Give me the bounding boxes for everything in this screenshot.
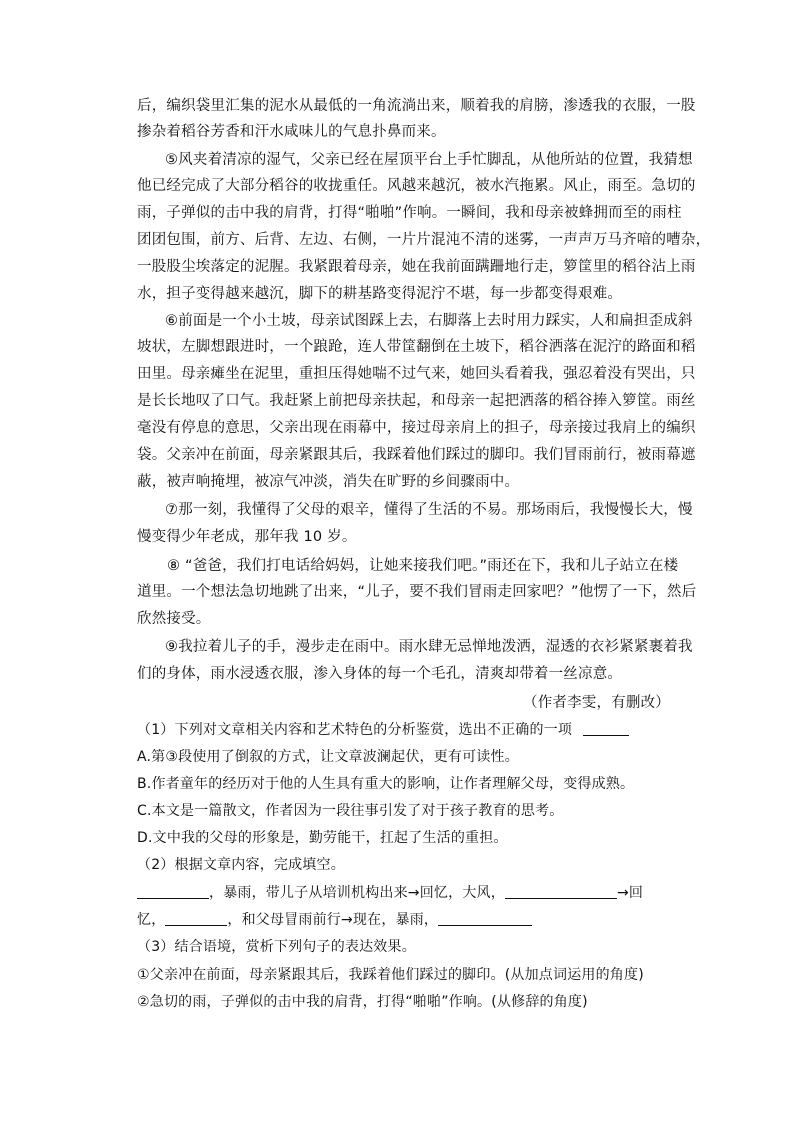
option-c: C.本文是一篇散文，作者因为一段往事引发了对于孩子教育的思考。 [137, 803, 564, 819]
answer-blank [438, 911, 532, 926]
passage-line: 掺杂着稻谷芳香和汗水咸味儿的气息扑鼻而来。 [137, 124, 446, 140]
passage-line: 慢变得少年老成，那年我 10 岁。 [137, 529, 357, 545]
paragraph-7-start: ⑦那一刻，我懂得了父母的艰辛，懂得了生活的不易。那场雨后，我慢慢长大，慢 [165, 502, 693, 518]
passage-line: 团团包围，前方、后背、左边、右侧，一片片混沌不清的迷雾，一声声万马齐喑的嘈杂， [137, 232, 711, 248]
passage-line: 们的身体，雨水浸透衣服，渗入身体的每一个毛孔，清爽却带着一丝凉意。 [137, 666, 623, 682]
passage-line: 一股股尘埃落定的泥腥。我紧跟着母亲，她在我前面蹒跚地行走，箩筐里的稻谷沾上雨 [137, 259, 696, 275]
author-note: （作者李雯，有删改） [523, 695, 670, 711]
passage-line: 欣然接受。 [137, 611, 211, 627]
answer-blank [583, 721, 629, 736]
passage-line: 他已经完成了大部分稻谷的收拢重任。风越来越沉，被水汽拖累。风止，雨至。急切的 [137, 178, 696, 194]
passage-line: 袋。父亲冲在前面，母亲紧跟其后，我踩着他们踩过的脚印。我们冒雨前行，被雨幕遮 [137, 447, 696, 463]
question-1-stem: （1）下列对文章相关内容和艺术特色的分析鉴赏，选出不正确的一项 [137, 720, 677, 740]
fill-line-2: 忆， ，和父母冒雨前行→现在，暴雨， [137, 910, 677, 930]
passage-line: 水，担子变得越来越沉，脚下的耕基路变得泥泞不堪，每一步都变得艰难。 [137, 286, 623, 302]
passage-line: 蔽，被声响掩埋，被凉气冲淡，消失在旷野的乡间骤雨中。 [137, 474, 520, 490]
question-3-item-1: ①父亲冲在前面，母亲紧跟其后，我踩着他们踩过的脚印。(从加点词运用的角度) [137, 967, 644, 983]
option-d: D.文中我的父母的形象是，勤劳能干，扛起了生活的重担。 [137, 830, 508, 846]
answer-blank [505, 884, 617, 899]
question-3-item-2: ②急切的雨，子弹似的击中我的肩背，打得“啪啪”作响。(从修辞的角度) [137, 994, 588, 1010]
paragraph-8-start: ⑧ “爸爸，我们打电话给妈妈，让她来接我们吧。”雨还在下，我和儿子站立在楼 [167, 558, 679, 574]
paragraph-5-start: ⑤风夹着清凉的湿气，父亲已经在屋顶平台上手忙脚乱，从他所站的位置，我猜想 [165, 152, 693, 168]
question-3-stem: （3）结合语境，赏析下列句子的表达效果。 [137, 939, 416, 955]
answer-blank [165, 911, 227, 926]
answer-blank [137, 884, 209, 899]
option-a: A.第③段使用了倒叙的方式，让文章波澜起伏，更有可读性。 [137, 749, 519, 765]
paragraph-9-start: ⑨我拉着儿子的手，漫步走在雨中。雨水肆无忌惮地泼洒，湿透的衣衫紧紧裹着我 [165, 639, 693, 655]
option-b: B.作者童年的经历对于他的人生具有重大的影响，让作者理解父母，变得成熟。 [137, 776, 635, 792]
paragraph-6-start: ⑥前面是一个小土坡，母亲试图踩上去，右脚落上去时用力踩实，人和扁担歪成斜 [165, 313, 693, 329]
passage-line: 是长长地叹了口气。我赶紧上前把母亲扶起，和母亲一起把洒落的稻谷捧入箩筐。雨丝 [137, 393, 696, 409]
passage-line: 后，编织袋里汇集的泥水从最低的一角流淌出来，顺着我的肩膀，渗透我的衣服，一股 [137, 98, 696, 114]
passage-line: 道里。一个想法急切地跳了出来，“儿子，要不我们冒雨走回家吧？”他愣了一下，然后 [137, 584, 697, 600]
passage-line: 坡状，左脚想跟进时，一个踉跄，连人带筐翻倒在土坡下，稻谷洒落在泥泞的路面和稻 [137, 339, 696, 355]
fill-line-1: ，暴雨，带儿子从培训机构出来→回忆，大风， →回 [137, 883, 677, 903]
passage-line: 雨，子弹似的击中我的肩背，打得“啪啪”作响。一瞬间，我和母亲被蜂拥而至的雨柱 [137, 205, 682, 221]
passage-line: 毫没有停息的意思，父亲出现在雨幕中，接过母亲肩上的担子，母亲接过我肩上的编织 [137, 420, 696, 436]
question-2-stem: （2）根据文章内容，完成填空。 [137, 857, 345, 873]
passage-line: 田里。母亲瘫坐在泥里，重担压得她喘不过气来，她回头看着我，强忍着没有哭出，只 [137, 366, 696, 382]
